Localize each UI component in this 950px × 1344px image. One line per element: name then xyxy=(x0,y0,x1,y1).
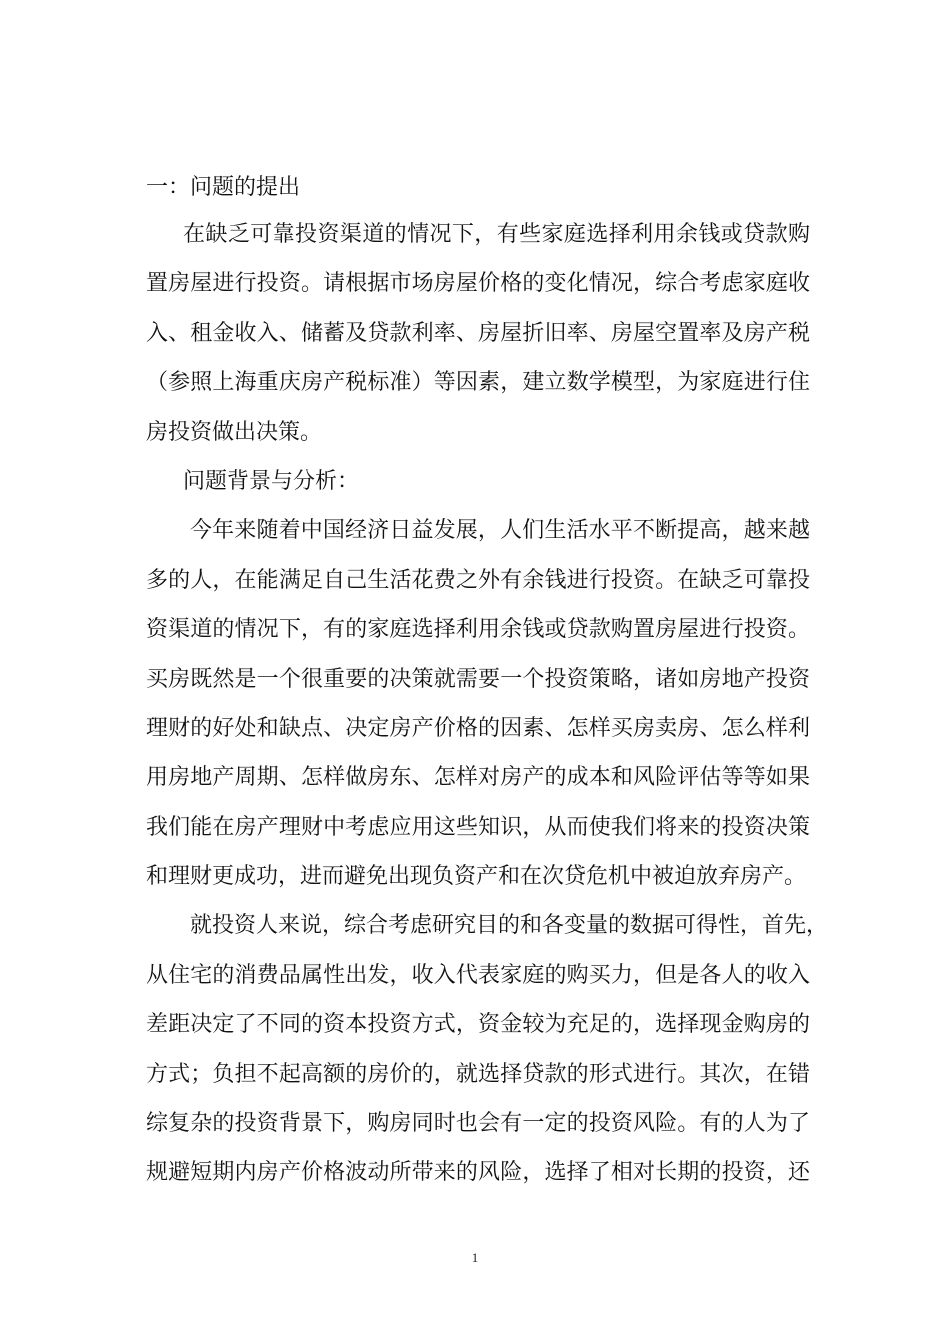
problem-paragraph xyxy=(146,210,810,457)
paragraph-line: 综复杂的投资背景下，购房同时也会有一定的投资风险。有的人为了 xyxy=(146,1111,810,1137)
analysis-paragraph xyxy=(146,901,829,1197)
background-paragraph xyxy=(146,506,810,901)
paragraph-line: 入、租金收入、储蓄及贷款利率、房屋折旧率、房屋空置率及房产税 xyxy=(146,320,810,346)
paragraph-line: 规避短期内房产价格波动所带来的风险，选择了相对长期的投资，还 xyxy=(146,1160,810,1186)
paragraph-line: 用房地产周期、怎样做房东、怎样对房产的成本和风险评估等等如果 xyxy=(146,765,810,791)
document-body xyxy=(146,166,829,1198)
paragraph-line: 资渠道的情况下，有的家庭选择利用余钱或贷款购置房屋进行投资。 xyxy=(146,617,810,643)
paragraph-line: 置房屋进行投资。请根据市场房屋价格的变化情况，综合考虑家庭收 xyxy=(146,271,810,297)
paragraph-line: 理财的好处和缺点、决定房产价格的因素、怎样买房卖房、怎么样利 xyxy=(146,715,810,741)
paragraph-line: 方式；负担不起高额的房价的，就选择贷款的形式进行。其次，在错 xyxy=(146,1061,810,1087)
paragraph-line: （参照上海重庆房产税标准）等因素，建立数学模型，为家庭进行住 xyxy=(146,370,810,396)
paragraph-line: 和理财更成功，进而避免出现负资产和在次贷危机中被迫放弃房产。 xyxy=(146,864,807,890)
paragraph-line: 我们能在房产理财中考虑应用这些知识，从而使我们将来的投资决策 xyxy=(146,814,810,840)
paragraph-line: 从住宅的消费品属性出发，收入代表家庭的购买力，但是各人的收入 xyxy=(146,962,810,988)
paragraph-line: 差距决定了不同的资本投资方式，资金较为充足的，选择现金购房的 xyxy=(146,1012,810,1038)
section-heading: 一：问题的提出 xyxy=(146,175,301,200)
page-number: 1 xyxy=(471,1250,479,1265)
paragraph-line: 买房既然是一个很重要的决策就需要一个投资策略，诸如房地产投资 xyxy=(146,666,810,692)
paragraph-line: 在缺乏可靠投资渠道的情况下，有些家庭选择利用余钱或贷款购 xyxy=(183,222,810,247)
background-title xyxy=(146,457,810,506)
paragraph-line: 今年来随着中国经济日益发展，人们生活水平不断提高，越来越 xyxy=(190,518,810,544)
subheading-line: 问题背景与分析： xyxy=(183,468,360,494)
paragraph-line: 就投资人来说，综合考虑研究目的和各变量的数据可得性，首先， xyxy=(190,913,829,939)
paragraph-line: 房投资做出决策。 xyxy=(146,419,323,445)
paragraph-line: 多的人，在能满足自己生活花费之外有余钱进行投资。在缺乏可靠投 xyxy=(146,567,810,593)
